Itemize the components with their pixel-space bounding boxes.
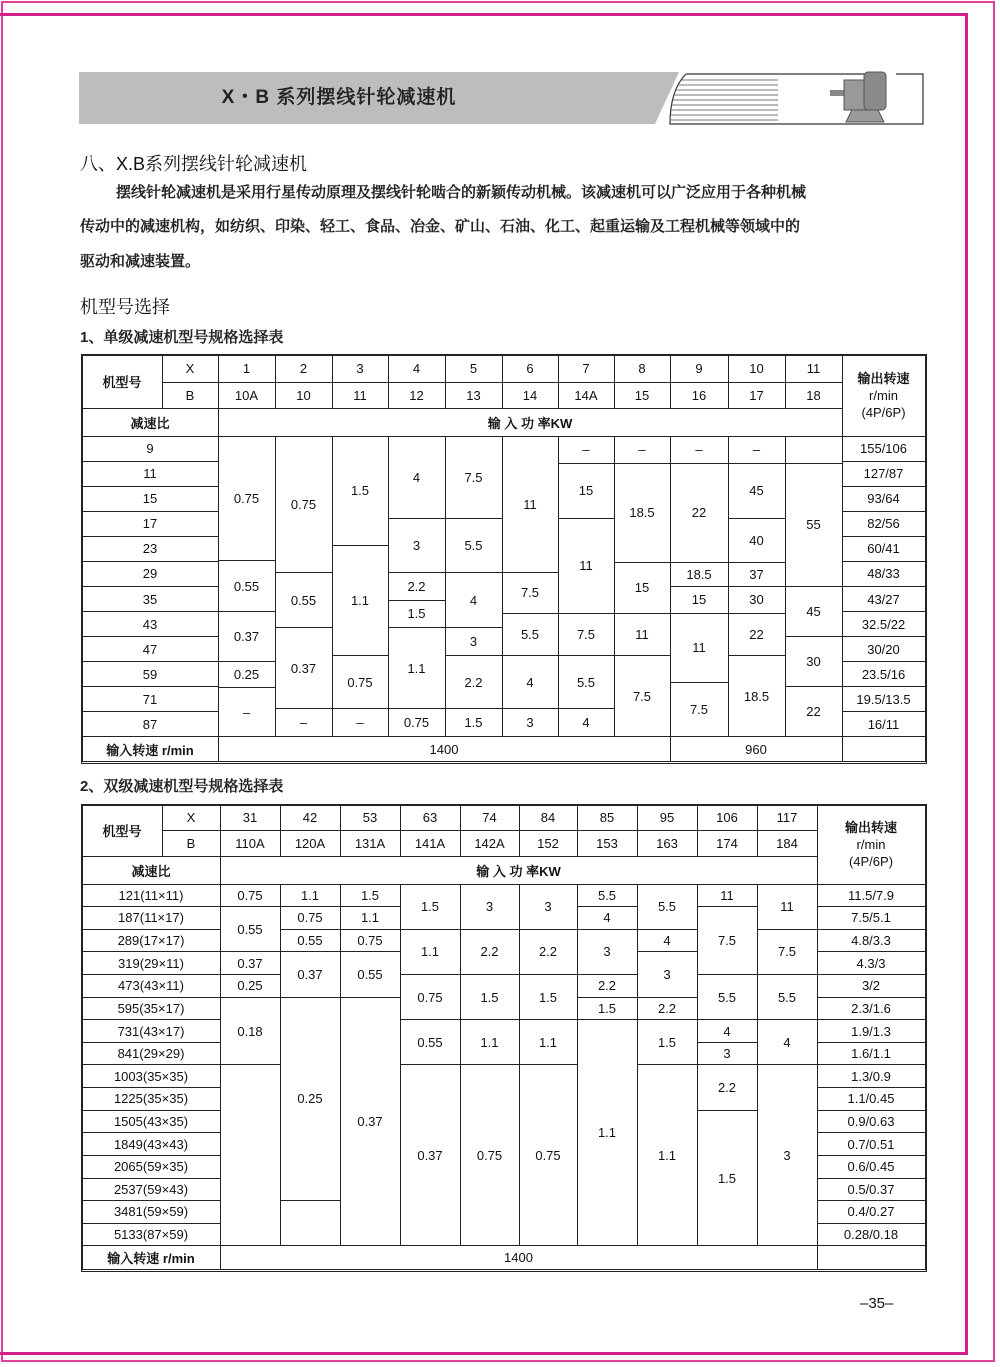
output-speed-value: 7.5/5.1 [817,906,926,930]
x-model-number: 11 [785,355,843,383]
b-model-number: 184 [757,830,818,857]
ratio-value: 11 [82,461,219,487]
power-value: 3 [460,884,520,930]
output-speed-value: 23.5/16 [842,661,926,687]
power-value: 0.25 [280,997,341,1202]
power-value: 1.1 [460,1019,520,1065]
power-value: 0.37 [340,997,401,1247]
output-speed-value: 4.8/3.3 [817,929,926,953]
power-value: 7.5 [614,655,671,738]
power-value: 5.5 [757,974,818,1020]
power-value: 2.2 [577,974,638,998]
power-value: 3 [637,951,698,997]
output-speed-value: 60/41 [842,536,926,562]
power-value: 0.55 [400,1019,461,1065]
power-value: 2.2 [460,929,520,975]
power-value: 1.1 [637,1064,698,1246]
power-value: 0.25 [220,974,281,998]
x-series-label: X [162,355,219,383]
power-value: 0.75 [460,1064,520,1246]
b-series-label: B [162,830,221,857]
power-value: 55 [785,463,843,587]
output-speed-value: 48/33 [842,561,926,587]
table1-caption: 1、单级减速机型号规格选择表 [80,329,284,346]
x-model-number: 85 [577,805,638,831]
model-label: 机型号 [82,805,163,857]
power-value: 11 [614,613,671,656]
ratio-value: 841(29×29) [82,1042,221,1066]
power-value: 1.1 [577,1019,638,1246]
output-speed-value: 1.6/1.1 [817,1042,926,1066]
power-value: 18.5 [670,562,729,587]
power-value [280,1200,341,1246]
power-value: – [558,436,615,464]
b-model-number: 18 [785,382,843,409]
ratio-value: 1505(43×35) [82,1110,221,1134]
power-value: 5.5 [445,518,503,573]
power-value: 0.18 [220,997,281,1066]
power-value: 0.37 [280,951,341,997]
power-value: 3 [519,884,578,930]
power-value: 4 [388,436,446,520]
x-model-number: 53 [340,805,401,831]
b-model-number: 110A [220,830,281,857]
power-value: – [332,708,389,737]
power-value: 40 [728,518,786,563]
b-model-number: 131A [340,830,401,857]
b-model-number: 10A [218,382,276,409]
output-speed-header-line: r/min [856,837,886,852]
power-value: 0.75 [218,436,276,562]
power-value: 1.1 [280,884,341,908]
power-value: 15 [614,562,671,614]
x-model-number: 2 [275,355,333,383]
x-model-number: 84 [519,805,578,831]
ratio-value: 595(35×17) [82,997,221,1021]
input-speed-label: 输入转速 r/min [82,1245,221,1270]
intro-paragraph-line-1: 摆线针轮减速机是采用行星传动原理及摆线针轮啮合的新颖传动机械。该减速机可以广泛应用于各种机械 [116,184,807,201]
x-model-number: 3 [332,355,389,383]
power-value [785,436,843,464]
table2-caption: 2、双级减速机型号规格选择表 [80,778,284,795]
ratio-value: 2537(59×43) [82,1178,221,1202]
power-value: 1.1 [388,627,446,709]
power-value: 1.1 [400,929,461,975]
power-value: 11 [697,884,758,908]
power-value: 0.75 [275,436,333,574]
input-speed-value: 1400 [218,736,671,762]
ratio-value: 9 [82,436,219,462]
power-value: 3 [757,1064,818,1246]
ratio-value: 289(17×17) [82,929,221,953]
power-value: 11 [502,436,559,574]
input-speed-value: 960 [670,736,843,762]
output-speed-value: 2.3/1.6 [817,997,926,1021]
power-value: 1.1 [332,545,389,655]
output-speed-value: 4.3/3 [817,951,926,975]
power-value: 0.25 [218,661,276,688]
power-value: 2.2 [388,572,446,600]
x-model-number: 31 [220,805,281,831]
intro-paragraph-line-3: 驱动和减速装置。 [80,253,201,270]
power-value: – [670,436,729,464]
x-model-number: 95 [637,805,698,831]
power-value [220,1064,281,1246]
power-value: 2.2 [637,997,698,1021]
power-value: 22 [728,613,786,656]
power-value: 1.1 [519,1019,578,1065]
sub-heading: 机型号选择 [80,297,170,317]
power-value: 37 [728,562,786,587]
output-speed-value: 0.28/0.18 [817,1223,926,1247]
b-model-number: 174 [697,830,758,857]
power-value: 0.55 [340,951,401,997]
model-label: 机型号 [82,355,163,409]
power-value: 5.5 [697,974,758,1020]
output-speed-header-line: r/min [869,388,898,403]
power-value: 0.75 [332,655,389,710]
ratio-value: 29 [82,561,219,587]
ratio-value: 1849(43×43) [82,1132,221,1156]
power-value: 4 [757,1019,818,1065]
power-value: 0.75 [400,974,461,1020]
b-model-number: 10 [275,382,333,409]
power-value: 11 [757,884,818,930]
power-value: 7.5 [502,572,559,613]
power-value: 1.5 [388,600,446,629]
power-value: 0.55 [220,906,281,952]
ratio-value: 23 [82,536,219,562]
power-value: 5.5 [577,884,638,908]
ratio-value: 3481(59×59) [82,1200,221,1224]
power-value: 30 [785,636,843,687]
x-model-number: 7 [558,355,615,383]
power-value: 30 [728,586,786,614]
power-value: 3 [697,1042,758,1066]
output-speed-header [842,355,926,437]
output-speed-header-line: 输出转速 [844,820,897,835]
input-power-label: 输 入 功 率KW [218,408,843,437]
b-model-number: 120A [280,830,341,857]
x-model-number: 106 [697,805,758,831]
power-value: 4 [697,1019,758,1043]
power-value: 0.37 [400,1064,461,1246]
x-model-number: 42 [280,805,341,831]
x-model-number: 10 [728,355,786,383]
input-speed-blank [842,736,926,762]
b-model-number: 12 [388,382,446,409]
power-value: 3 [388,518,446,573]
ratio-value: 71 [82,686,219,712]
ratio-value: 5133(87×59) [82,1223,221,1247]
power-value: 5.5 [637,884,698,930]
x-model-number: 5 [445,355,503,383]
power-value: 0.75 [340,929,401,953]
ratio-value: 17 [82,511,219,537]
input-speed-blank [817,1245,926,1270]
b-model-number: 141A [400,830,461,857]
x-model-number: 6 [502,355,559,383]
output-speed-value: 0.7/0.51 [817,1132,926,1156]
output-speed-value: 1.9/1.3 [817,1019,926,1043]
section-heading: 八、X.B系列摆线针轮减速机 [80,154,308,174]
power-value: 22 [670,463,729,563]
b-model-number: 11 [332,382,389,409]
power-value: 4 [577,906,638,930]
ratio-value: 15 [82,486,219,512]
power-value: 1.1 [340,906,401,930]
b-model-number: 13 [445,382,503,409]
b-model-number: 16 [670,382,729,409]
power-value: 15 [558,463,615,520]
output-speed-value: 93/64 [842,486,926,512]
power-value: 4 [445,572,503,628]
ratio-value: 59 [82,661,219,687]
power-value: 1.5 [460,974,520,1020]
power-value: 4 [637,929,698,953]
b-model-number: 163 [637,830,698,857]
ratio-value: 43 [82,611,219,637]
b-model-number: 14A [558,382,615,409]
output-speed-value: 16/11 [842,711,926,737]
x-model-number: 117 [757,805,818,831]
x-series-label: X [162,805,221,831]
power-value: 7.5 [757,929,818,975]
x-model-number: 1 [218,355,276,383]
output-speed-value: 0.5/0.37 [817,1178,926,1202]
banner-title: X・B 系列摆线针轮减速机 [221,87,457,108]
output-speed-header-line: (4P/6P) [861,405,906,420]
output-speed-value: 1.3/0.9 [817,1064,926,1088]
power-value: 45 [785,586,843,637]
power-value: 3 [445,627,503,656]
power-value: 1.5 [697,1110,758,1247]
output-speed-value: 0.4/0.27 [817,1200,926,1224]
power-value: – [614,436,671,464]
power-value: 0.75 [280,906,341,930]
ratio-value: 731(43×17) [82,1019,221,1043]
power-value: – [275,708,333,737]
power-value: 7.5 [670,682,729,738]
output-speed-value: 0.6/0.45 [817,1155,926,1179]
power-value: – [728,436,786,464]
power-value: 15 [670,586,729,614]
b-model-number: 152 [519,830,578,857]
b-model-number: 153 [577,830,638,857]
output-speed-value: 127/87 [842,461,926,487]
power-value: 4 [558,708,615,737]
b-model-number: 142A [460,830,520,857]
ratio-value: 47 [82,636,219,662]
gear-reducer-image [668,70,926,126]
power-value: 11 [558,518,615,613]
power-value: 5.5 [502,613,559,656]
power-value: 1.5 [332,436,389,547]
power-value: 0.55 [280,929,341,953]
power-value: 0.37 [275,627,333,709]
ratio-value: 319(29×11) [82,951,221,975]
power-value: 7.5 [445,436,503,520]
b-model-number: 15 [614,382,671,409]
power-value: 1.5 [637,1019,698,1065]
output-speed-value: 32.5/22 [842,611,926,637]
b-model-number: 17 [728,382,786,409]
power-value: 2.2 [445,655,503,710]
power-value: 3 [577,929,638,975]
ratio-value: 473(43×11) [82,974,221,998]
power-value: 4 [502,655,559,710]
power-value: 0.55 [275,572,333,628]
power-value: 0.75 [220,884,281,908]
output-speed-value: 11.5/7.9 [817,884,926,908]
power-value: 5.5 [558,655,615,710]
input-power-label: 输 入 功 率KW [220,856,818,885]
intro-paragraph-line-2: 传动中的减速机构，如纺织、印染、轻工、食品、冶金、矿山、石油、化工、起重运输及工程机械等领域中的 [80,218,801,235]
b-model-number: 14 [502,382,559,409]
power-value: 0.55 [218,560,276,612]
ratio-label: 减速比 [82,408,219,437]
ratio-value: 2065(59×35) [82,1155,221,1179]
power-value: 1.5 [445,708,503,737]
b-series-label: B [162,382,219,409]
power-value: 22 [785,686,843,737]
output-speed-value: 19.5/13.5 [842,686,926,712]
ratio-label: 减速比 [82,856,221,885]
output-speed-value: 82/56 [842,511,926,537]
input-speed-value: 1400 [220,1245,818,1270]
power-value: 7.5 [558,613,615,656]
power-value: 1.5 [519,974,578,1020]
output-speed-value: 1.1/0.45 [817,1087,926,1111]
power-value: 0.75 [388,708,446,737]
ratio-value: 35 [82,586,219,612]
power-value: 18.5 [614,463,671,563]
x-model-number: 63 [400,805,461,831]
power-value: 2.2 [519,929,578,975]
x-model-number: 4 [388,355,446,383]
power-value: 3 [502,708,559,737]
output-speed-value: 30/20 [842,636,926,662]
ratio-value: 121(11×11) [82,884,221,908]
power-value: 1.5 [340,884,401,908]
power-value: – [218,687,276,737]
power-value: 11 [670,613,729,683]
ratio-value: 1003(35×35) [82,1064,221,1088]
input-speed-label: 输入转速 r/min [82,736,219,762]
power-value: 0.37 [218,611,276,662]
ratio-value: 87 [82,711,219,737]
x-model-number: 9 [670,355,729,383]
output-speed-value: 43/27 [842,586,926,612]
power-value: 1.5 [577,997,638,1021]
page-number: –35– [860,1295,894,1312]
output-speed-value: 0.9/0.63 [817,1110,926,1134]
output-speed-header-line: 输出转速 [857,371,910,386]
power-value: 0.75 [519,1064,578,1246]
power-value: 0.37 [220,951,281,975]
output-speed-value: 3/2 [817,974,926,998]
x-model-number: 8 [614,355,671,383]
output-speed-value: 155/106 [842,436,926,462]
x-model-number: 74 [460,805,520,831]
power-value: 2.2 [697,1064,758,1110]
power-value: 7.5 [697,906,758,975]
output-speed-header-line: (4P/6P) [848,854,894,869]
ratio-value: 1225(35×35) [82,1087,221,1111]
output-speed-header [817,805,926,885]
power-value: 18.5 [728,655,786,738]
power-value: 1.5 [400,884,461,930]
power-value: 45 [728,463,786,520]
ratio-value: 187(11×17) [82,906,221,930]
